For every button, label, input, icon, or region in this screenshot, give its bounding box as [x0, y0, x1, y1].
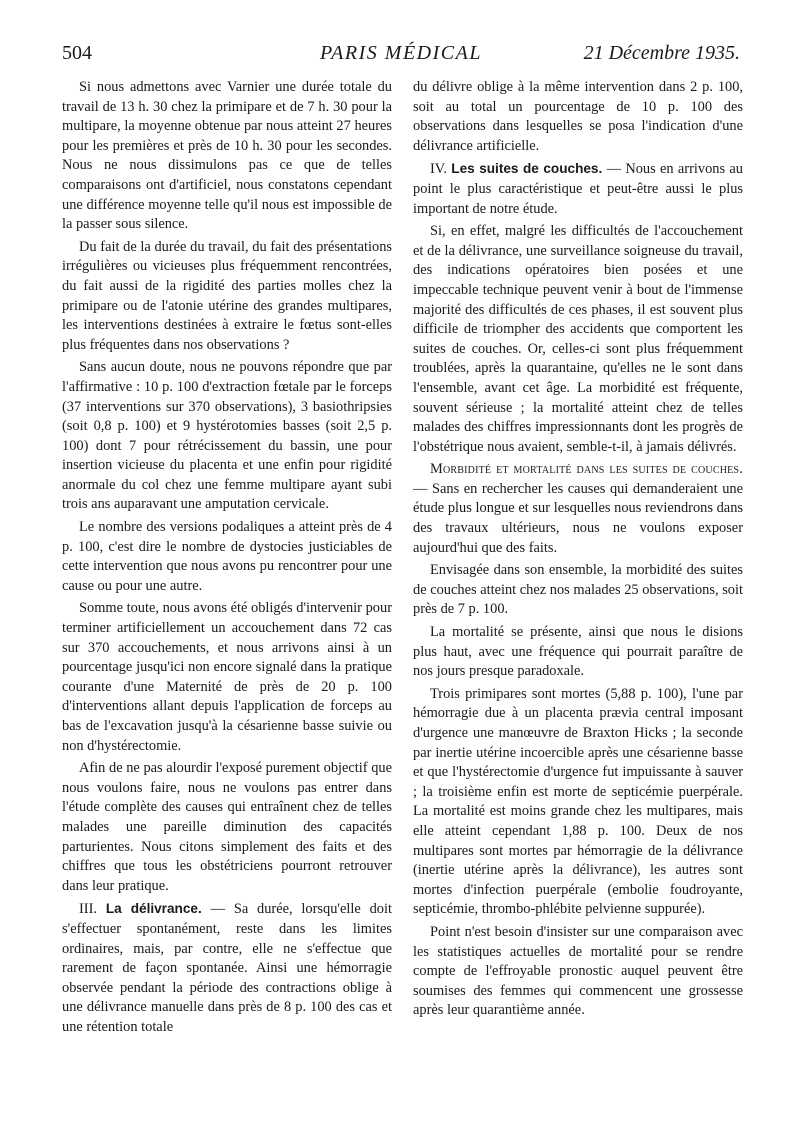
paragraph: Du fait de la durée du travail, du fait des présentations irrégulières ou vicieuses plus fréquemment rencontrées, du fait aussi de la rigidité des parties molles chez la primipare ou de l'atonie utérine des grandes multipares, les interventions destinées à extraire le fœtus sont-elles plus fréquentes dans nos observations ? [62, 238, 392, 353]
journal-title: PARIS MÉDICAL [320, 42, 482, 64]
paragraph: La mortalité se présente, ainsi que nous le disions plus haut, avec une fréquence qui pourrait paraître de nos jours presque paradoxale. [413, 624, 743, 680]
paragraph: Si, en effet, malgré les difficultés de l'accouchement et de la délivrance, une surveillance soigneuse du travail, des indications opératoires bien posées et une impeccable technique peuvent venir à bout de l'immense majorité des difficultés de ces phases, il est souvent plus difficile de triompher des accidents que comportent les suites de couches. Or, celles-ci sont plus fréquemment troublées, après la quarantaine, qu'elles ne le sont dans l'ensemble, avant cet âge. La morbidité est fréquente, souvent sérieuse ; la mortalité atteint chez de telles malades des chiffres impressionnants dont les progrès de l'obstétrique nous avaient, semble-t-il, à jamais délivrés. [413, 223, 743, 455]
paragraph: Trois primipares sont mortes (5,88 p. 100), l'une par hémorragie due à un placenta prævia central imposant d'urgence une manœuvre de Braxton Hicks ; la seconde par inertie utérine incoercible après une césarienne basse et que l'hystérectomie d'urgence fut impuissante à sauver ; la troisième enfin est morte de septicémie puerpérale. La mortalité est moins grande chez les multipares, mais elle atteint cependant 1,88 p. 100. Deux de nos multipares sont mortes par hémorragie de la délivrance (inertie utérine après la délivrance), les autres sont mortes d'infection puerpérale (embolie foudroyante, septicémie, thrombo-phlébite pelvienne suppurée). [413, 685, 743, 918]
section-paragraph [62, 899, 392, 1037]
right-column [413, 78, 743, 1021]
subsection-heading: Morbidité et mortalité dans les suites de couches. [430, 461, 743, 478]
page-header [62, 42, 740, 70]
paragraph: Sans aucun doute, nous ne pouvons répondre que par l'affirmative : 10 p. 100 d'extraction fœtale par le forceps (37 interventions sur 370 observations), 3 basiothripsies (soit 0,8 p. 100) et 9 hystérotomies basses (soit 2,5 p. 100) dont 7 pour rétrécissement du bassin, une pour insertion vicieuse du placenta et une enfin pour rigidité anormale du col chez une femme multipare ayant subi trois ans auparavant une amputation cervicale. [62, 359, 392, 513]
section-heading: Les suites de couches. [451, 161, 603, 177]
paragraph-continued: du délivre oblige à la même intervention dans 2 p. 100, soit au total un pourcentage de 10 p. 100 des observations dans lesquelles se posa l'indication d'une délivrance artificielle. [413, 79, 743, 154]
paragraph: Le nombre des versions podaliques a atteint près de 4 p. 100, c'est dire le nombre de dystocies justiciables de cette intervention que nous avons pu rencontrer pour une cause ou pour une autre. [62, 519, 392, 594]
section-text: — Nous en arrivons au point le plus caractéristique et peut-être aussi le plus important de notre étude. [413, 161, 743, 217]
section-number: IV. [430, 161, 447, 178]
section-number: III. [79, 901, 97, 918]
page-number: 504 [62, 42, 92, 64]
paragraph: Afin de ne pas alourdir l'exposé purement objectif que nous voulons faire, nous ne voulons pas entrer dans l'étude complète des causes qui entraînent chez de telles malades une pareille diminution des capacités parturientes. Nous citons simplement des faits et des chiffres que tous les obstétriciens pourront retrouver dans leur pratique. [62, 760, 392, 894]
paragraph: Point n'est besoin d'insister sur une comparaison avec les statistiques actuelles de mortalité pour se rendre compte de l'effroyable pronostic auquel peuvent être soumises des femmes qui commencent une grossesse après leur quarantième année. [413, 923, 743, 1019]
left-column [62, 78, 392, 1038]
section-text: — Sa durée, lorsqu'elle doit s'effectuer spontanément, reste dans les limites ordinaires, mais, par contre, elle ne s'effectue que rarement de façon spontanée. Ainsi une hémorragie observée pendant la période des contractions oblige à une délivrance manuelle dans près de 8 p. 100 des cas et une rétention totale [62, 901, 392, 1035]
paragraph: Si nous admettons avec Varnier une durée totale du travail de 13 h. 30 chez la primipare et de 7 h. 30 pour la multipare, la moyenne obtenue par nous atteint 27 heures pour les premières et près de 10 h. 30 pour les secondes. Nous ne nous dissimulons pas ce que de telles comparaisons ont d'artificiel, nous constatons cependant une différence moyenne telle qu'il nous est impossible de la passer sous silence. [62, 79, 392, 233]
subsection-paragraph [413, 460, 743, 558]
issue-date: 21 Décembre 1935. [583, 42, 740, 64]
paragraph: Envisagée dans son ensemble, la morbidité des suites de couches atteint chez nos malades 25 observations, soit près de 7 p. 100. [413, 562, 743, 618]
subsection-text: — Sans en rechercher les causes qui demanderaient une étude plus longue et sur lesquelles nous reviendrons dans des travaux ultérieurs, nous ne voulons exposer aujourd'hui que des faits. [413, 480, 743, 556]
section-heading: La délivrance. [105, 901, 202, 917]
section-paragraph [413, 159, 743, 219]
paragraph: Somme toute, nous avons été obligés d'intervenir pour terminer artificiellement un accouchement dans 72 cas sur 370 accouchements, et nous arrivons ainsi à un pourcentage jusqu'ici non encore signalé dans la pratique courante d'une Maternité de près de 20 p. 100 d'interventions allant depuis l'application de forceps au bas de l'excavation jusqu'à la césarienne basse suivie ou non d'hystérectomie. [62, 600, 392, 754]
